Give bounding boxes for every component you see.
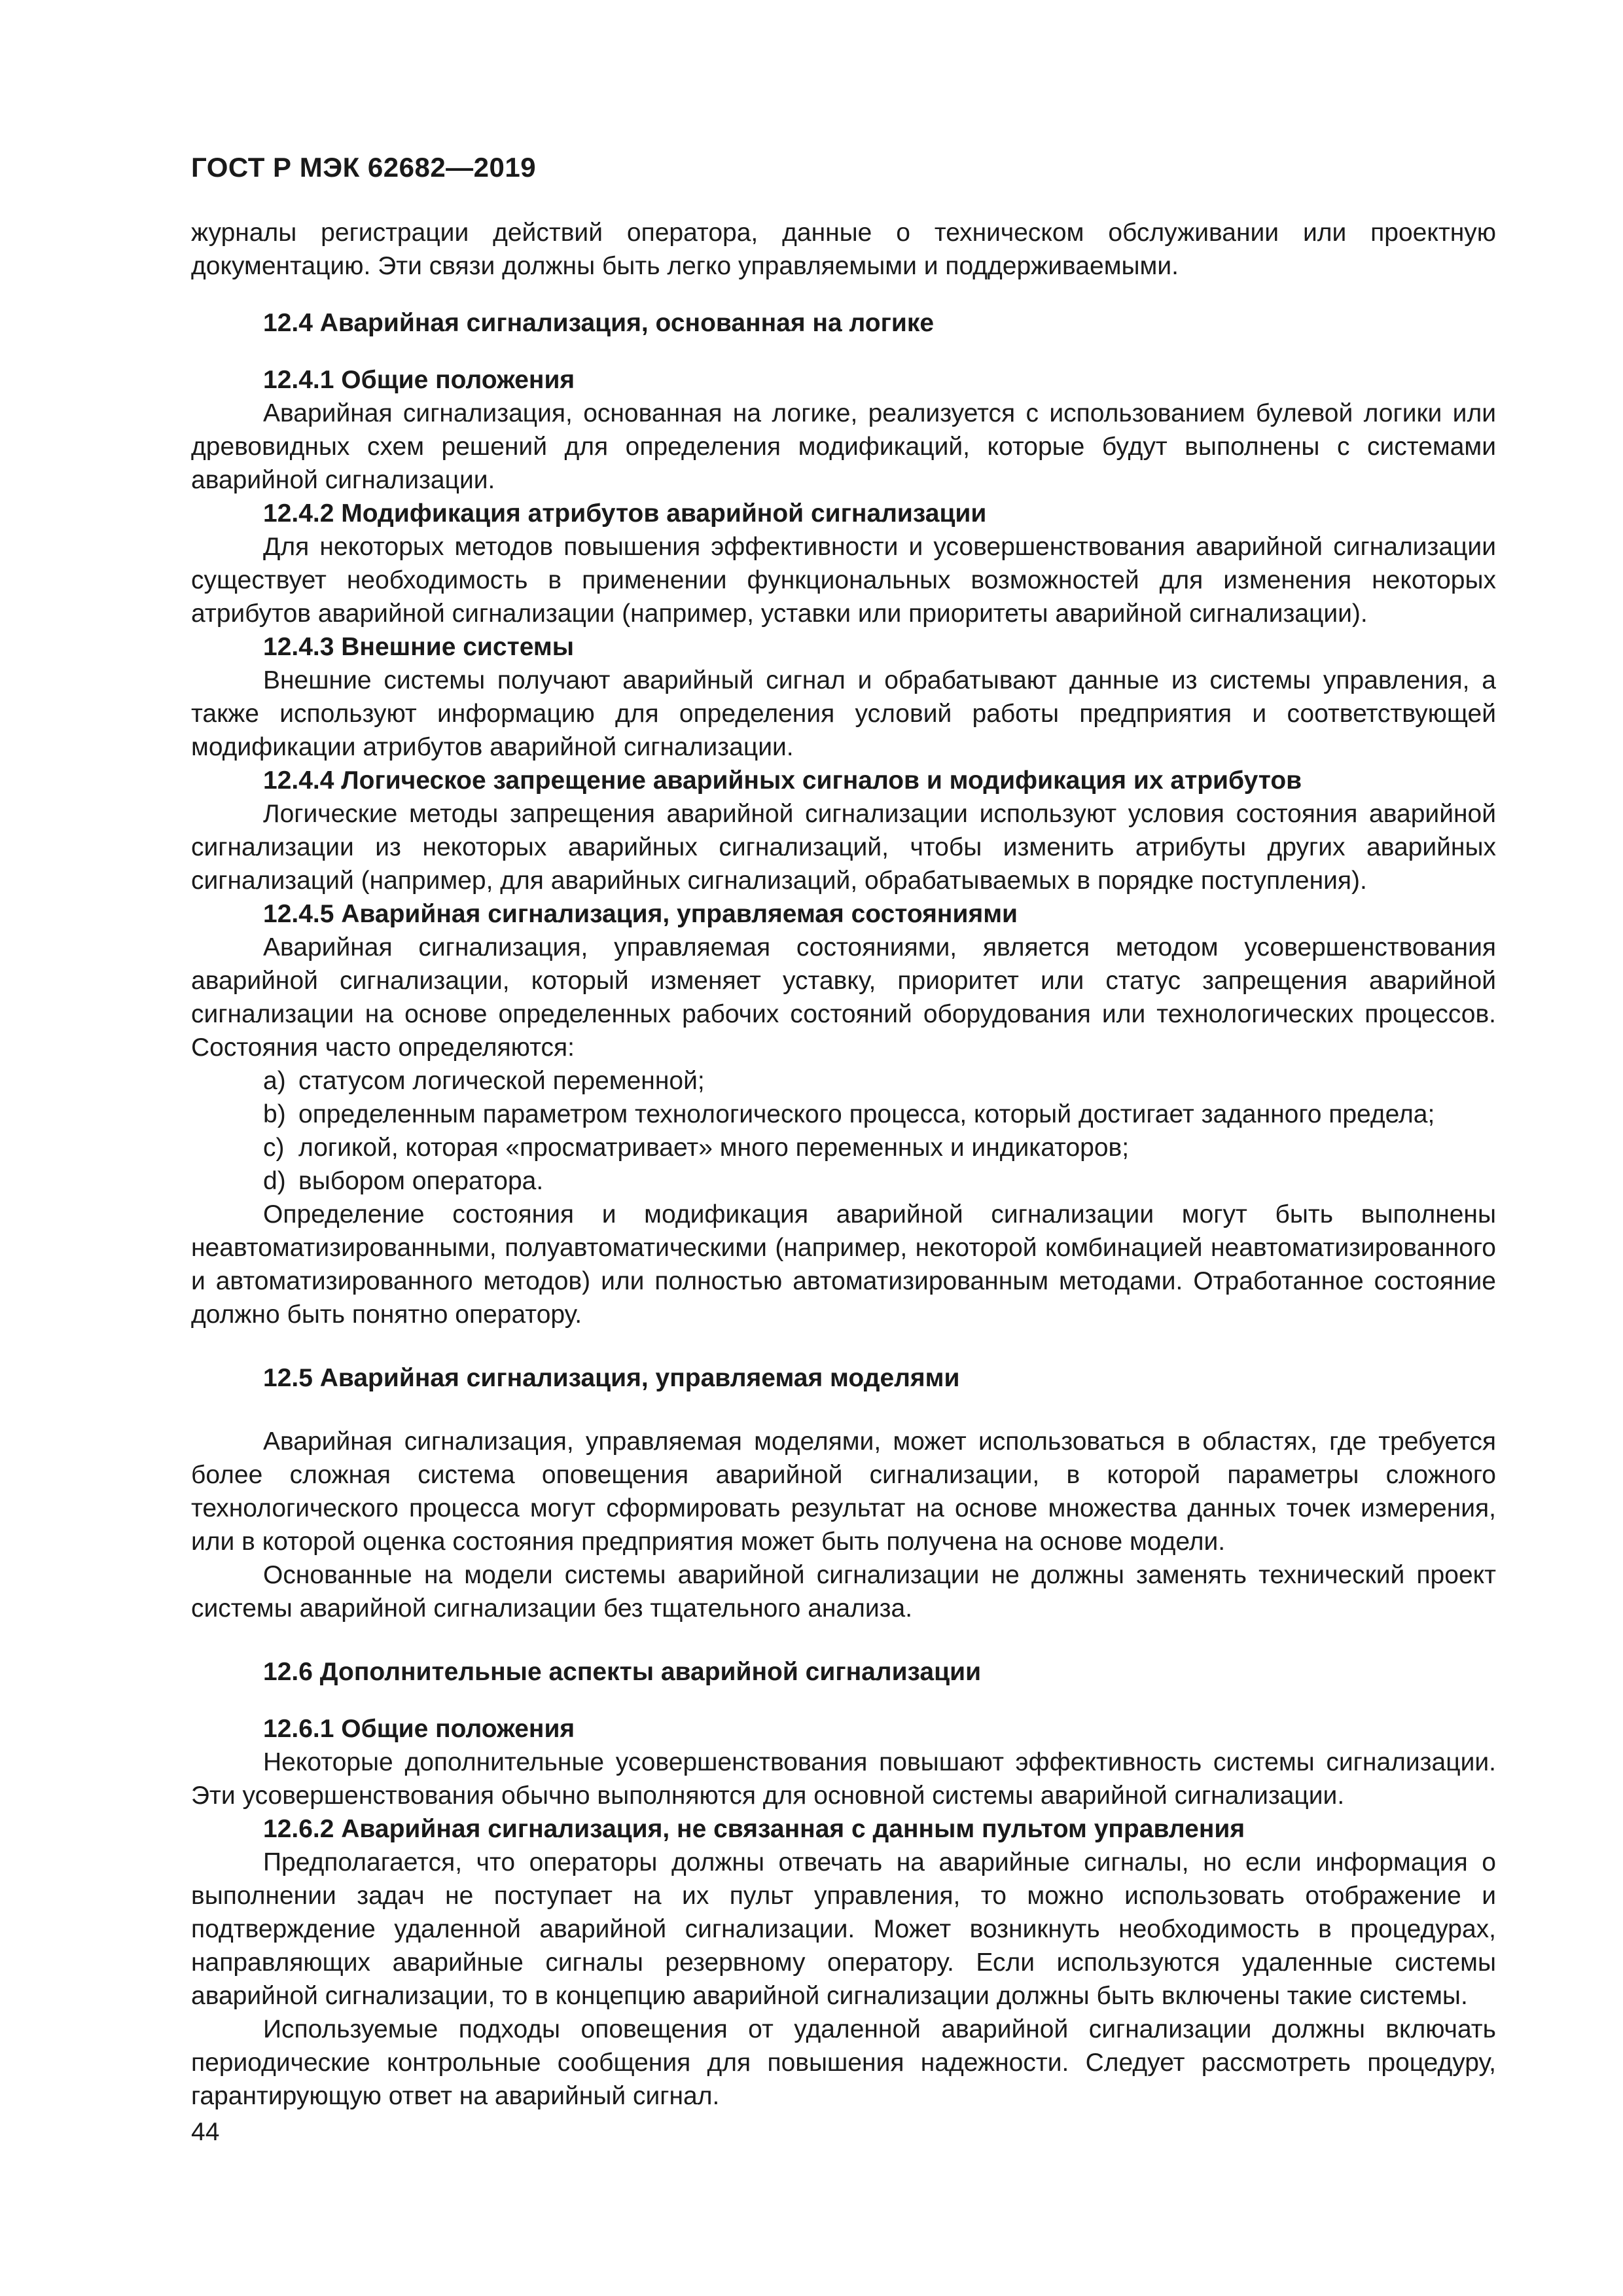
section-12-4-3-text: Внешние системы получают аварийный сигнал и обрабатывают данные из системы управления, а также используют информацию для определения условий работы предприятия и соответствующей модификации атрибутов аварийной сигнализации. bbox=[191, 666, 1496, 761]
section-12-6-title: 12.6 Дополнительные аспекты аварийной сигнализации bbox=[263, 1658, 982, 1686]
list-item-text: выбором оператора. bbox=[298, 1167, 544, 1195]
list-item bbox=[191, 1098, 1496, 1131]
section-12-4-title: 12.4 Аварийная сигнализация, основанная на логике bbox=[263, 309, 935, 337]
section-12-6-1-title: 12.6.1 Общие положения bbox=[263, 1715, 575, 1743]
page-number: 44 bbox=[191, 2118, 220, 2146]
list-marker: c) bbox=[263, 1134, 285, 1162]
page-content bbox=[191, 216, 1496, 2113]
states-list bbox=[191, 1064, 1496, 1198]
intro-paragraph: журналы регистрации действий оператора, данные о техническом обслуживании или проектную документацию. Эти связи должны быть легко управляемыми и поддерживаемыми. bbox=[191, 219, 1496, 280]
section-12-6-1-text: Некоторые дополнительные усовершенствования повышают эффективность системы сигнализации. Эти усовершенствования обычно выполняются для основной системы аварийной сигнализации. bbox=[191, 1748, 1496, 1810]
section-12-4-2-title: 12.4.2 Модификация атрибутов аварийной сигнализации bbox=[263, 499, 987, 528]
list-item bbox=[191, 1064, 1496, 1098]
section-12-4-1-title: 12.4.1 Общие положения bbox=[263, 366, 575, 394]
section-12-4-5-after-list: Определение состояния и модификация аварийной сигнализации могут быть выполнены неавтоматизированными, полуавтоматическими (например, некоторой комбинацией неавтоматизированного и автоматизированного методов) или полностью автоматизированным методами. Отработанное состояние должно быть понятно оператору. bbox=[191, 1200, 1496, 1329]
section-12-5-paragraph-1: Аварийная сигнализация, управляемая моделями, может использоваться в областях, где требуется более сложная система оповещения аварийной сигнализации, в которой параметры сложного технологического процесса могут сформировать результат на основе множества данных точек измерения, или в которой оценка состояния предприятия может быть получена на основе модели. bbox=[191, 1427, 1496, 1556]
list-marker: b) bbox=[263, 1100, 286, 1128]
section-12-6-2-title: 12.6.2 Аварийная сигнализация, не связанная с данным пультом управления bbox=[263, 1815, 1245, 1843]
section-12-4-4-text: Логические методы запрещения аварийной сигнализации используют условия состояния аварийной сигнализации из некоторых аварийных сигнализаций, чтобы изменить атрибуты других аварийных сигнализаций (например, для аварийных сигнализаций, обрабатываемых в порядке поступления). bbox=[191, 800, 1496, 895]
list-item bbox=[191, 1131, 1496, 1164]
section-12-5-paragraph-2: Основанные на модели системы аварийной сигнализации не должны заменять технический проект системы аварийной сигнализации без тщательного анализа. bbox=[191, 1561, 1496, 1623]
list-marker: a) bbox=[263, 1067, 286, 1095]
list-item-text: определенным параметром технологического процесса, который достигает заданного предела; bbox=[298, 1100, 1435, 1128]
list-item bbox=[191, 1164, 1496, 1198]
list-item-text: статусом логической переменной; bbox=[298, 1067, 705, 1095]
section-12-4-3-title: 12.4.3 Внешние системы bbox=[263, 633, 575, 661]
section-12-6-2-paragraph-1: Предполагается, что операторы должны отвечать на аварийные сигналы, но если информация о выполнении задач не поступает на их пульт управления, то можно использовать отображение и подтверждение удаленной аварийной сигнализации. Может возникнуть необходимость в процедурах, направляющих аварийные сигналы резервному оператору. Если используются удаленные системы аварийной сигнализации, то в концепцию аварийной сигнализации должны быть включены такие системы. bbox=[191, 1848, 1496, 2010]
section-12-4-5-title: 12.4.5 Аварийная сигнализация, управляемая состояниями bbox=[263, 900, 1018, 928]
list-marker: d) bbox=[263, 1167, 286, 1195]
section-12-4-4-title: 12.4.4 Логическое запрещение аварийных сигналов и модификация их атрибутов bbox=[263, 766, 1302, 795]
section-12-4-1-text: Аварийная сигнализация, основанная на логике, реализуется с использованием булевой логики или древовидных схем решений для определения модификаций, которые будут выполнены с системами аварийной сигнализации. bbox=[191, 399, 1496, 494]
list-item-text: логикой, которая «просматривает» много переменных и индикаторов; bbox=[298, 1134, 1130, 1162]
section-12-6-2-paragraph-2: Используемые подходы оповещения от удаленной аварийной сигнализации должны включать периодические контрольные сообщения для повышения надежности. Следует рассмотреть процедуру, гарантирующую ответ на аварийный сигнал. bbox=[191, 2015, 1496, 2110]
section-12-4-5-text: Аварийная сигнализация, управляемая состояниями, является методом усовершенствования аварийной сигнализации, который изменяет уставку, приоритет или статус запрещения аварийной сигнализации на основе определенных рабочих состояний оборудования или технологических процессов. Состояния часто определяются: bbox=[191, 933, 1496, 1062]
document-code-header: ГОСТ Р МЭК 62682—2019 bbox=[191, 152, 537, 183]
section-12-5-title: 12.5 Аварийная сигнализация, управляемая моделями bbox=[263, 1364, 960, 1392]
section-12-4-2-text: Для некоторых методов повышения эффективности и усовершенствования аварийной сигнализации существует необходимость в применении функциональных возможностей для изменения некоторых атрибутов аварийной сигнализации (например, уставки или приоритеты аварийной сигнализации). bbox=[191, 533, 1496, 628]
